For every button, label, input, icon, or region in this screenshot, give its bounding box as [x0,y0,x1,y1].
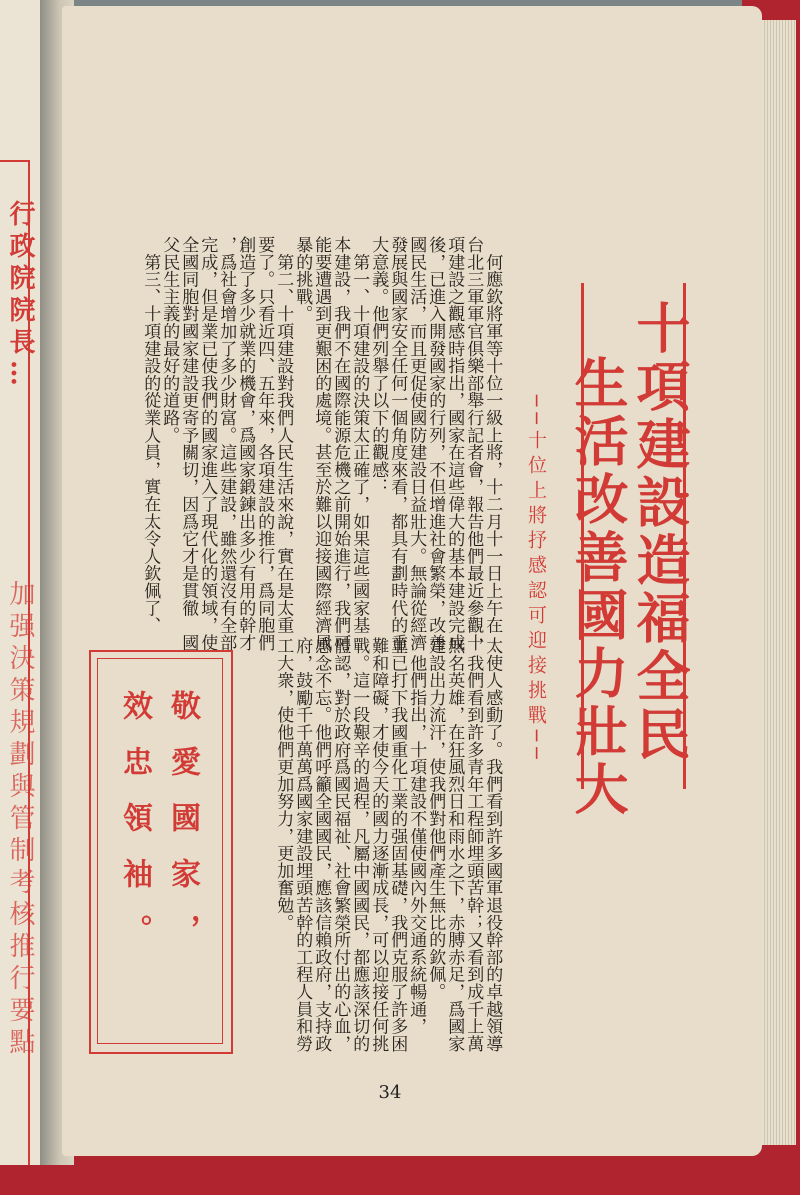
article-line: ，爲社會增加了多少財富。這些建設，雖然還沒有全部 [216,236,237,652]
article-line: 國民生活，而且更促使國防建設日益壯大。無論從經濟 [406,236,427,652]
title-line-2: 生活改善國力壯大 [566,355,630,819]
article-line: 暴的挑戰。 [292,236,313,323]
motto-line-2: 效忠領袖。 [117,690,152,970]
article-line: 體認，對於政府爲國民福祉、社會繁榮所付出的心血， [330,637,351,1053]
article-line: 大意義。他們列舉了以下的觀感： [368,236,389,496]
article-line: 本建設，我們不在國際能源危機之前開始進行，我們可 [330,236,351,652]
article-line: 要了。只看近四、五年來，各項建設的推行，爲同胞們 [254,236,275,652]
article-line: 發展與國家安全任何一個角度來看，都具有劃時代的重 [387,236,408,652]
article-line: 並已打下我國重化工業的强固基礎，我們克服了許多困 [387,637,408,1053]
book-cover-bottom [0,1150,800,1195]
article-line: 工大衆，使他們更加努力，更加奮勉。 [273,637,294,932]
page-number: 34 [378,1082,402,1103]
article-line: ，我們看到許多青年工程師埋頭苦幹；又看到成千上萬 [463,637,484,1053]
motto-line-1: 敬愛國家， [165,690,200,970]
article-line: 第一、十項建設的決策太正確了，如果這些國家基 [349,236,370,634]
article-line: 全國同胞對國家建設更寄予關切，因爲它才是貫徹 國 [178,236,199,652]
article-line: 後，已進入開發國家的行列，不但增進社會繁榮，改善 [425,236,446,652]
article-line: 難和障礙，才使今天的國力逐漸成長，可以迎接任何挑 [368,637,389,1053]
article-line: 府，鼓勵千千萬萬爲國家建設埋頭苦幹的工程人員和勞 [292,637,313,1053]
subtitle: ──十位上將抒感認可迎接挑戰── [525,395,547,765]
article-line: 建設出力流汗，使我們對他們產生無比的欽佩。 [425,637,446,1001]
article-line: 無名英雄，在狂風烈日和雨水之下，赤膊赤足，爲國家 [444,637,465,1053]
article-line: 第二、十項建設對我們人民生活來說，實在是太重 [273,236,294,634]
article-line: 何應欽將軍等十位一級上將，十二月十一日上午在 [482,236,503,634]
article-line: 父民生主義的最好的道路。 [159,236,180,444]
left-page [0,0,41,1165]
article-line: 台北三軍軍官俱樂部舉行記者會，報告他們最近參觀十 [463,236,484,652]
article-line: 創造了多少就業的機會，爲國家鍛鍊出多少有用的幹才 [235,236,256,652]
title-line-1: 十項建設造福全民 [628,300,692,764]
article-line: 戰。這一段艱辛的過程，凡屬中國國民，都應該深切的 [349,637,370,1053]
article-line: 感念不忘。他們呼籲全國國民，應該信賴政府，支持政 [311,637,332,1053]
article-line: 第三、十項建設的從業人員，實在太令人欽佩了、 [140,236,161,634]
left-page-text-faint: 行政院院長… [5,200,35,392]
article-line: 能要遭遇到更艱困的處境。甚至於難以迎接國際經濟風 [311,236,332,652]
article-line: 完成，但是業已使我們的國家進入了現代化的領域，使 [197,236,218,652]
left-page-heading: 加强決策規劃與管制考核推行要點 [5,580,35,1060]
page-edges [762,20,796,1145]
article-line: 項建設之觀感時指出，國家在這些偉大的基本建設完成 [444,236,465,652]
article-line: 太使人感動了。我們看到許多國軍退役幹部的卓越領導 [482,637,503,1053]
article-line: 他們指出，十項建設不僅使國內外交通系統暢通， [406,637,427,1035]
